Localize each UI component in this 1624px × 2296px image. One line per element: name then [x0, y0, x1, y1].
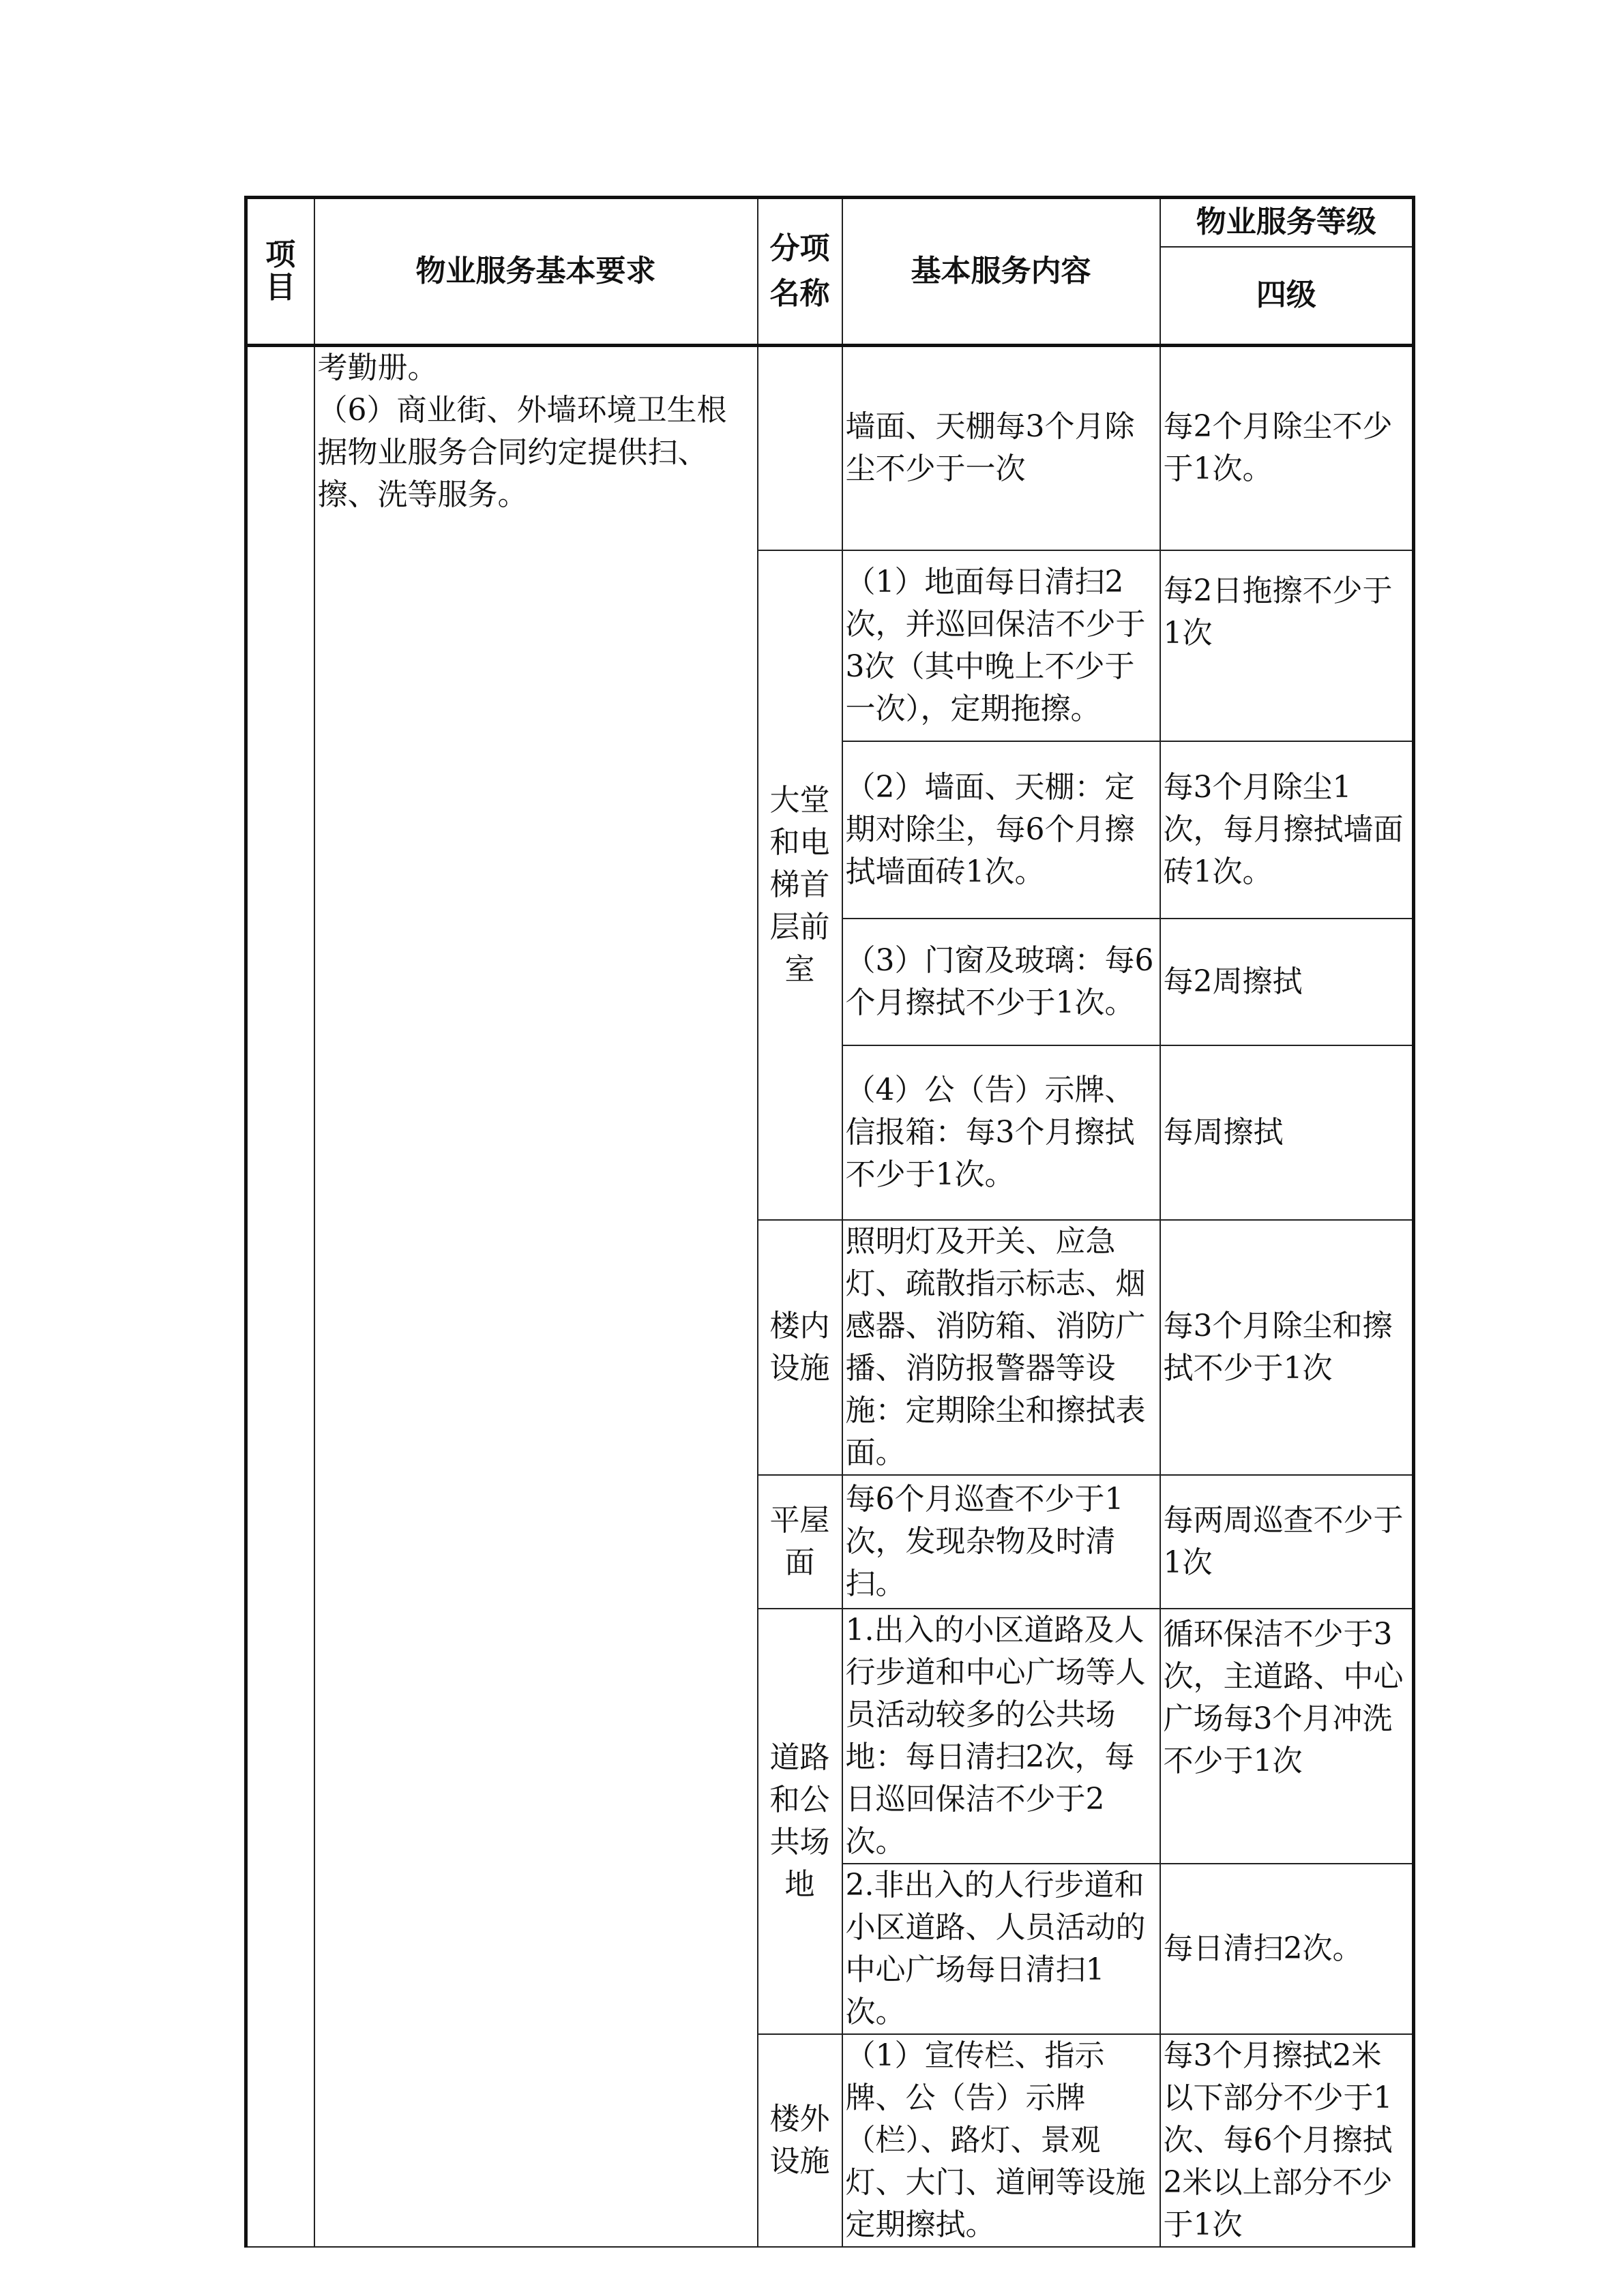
table-row: [246, 346, 1414, 550]
content-cell: （1）宣传栏、指示牌、公（告）示牌（栏）、路灯、景观灯、大门、道闸等设施定期擦拭。: [842, 2034, 1160, 2247]
content-cell: （4）公（告）示牌、信报箱：每3个月擦拭不少于1次。: [842, 1045, 1160, 1220]
header-level-group: 物业服务等级: [1160, 198, 1414, 247]
requirement-cell: [314, 346, 758, 2247]
content-cell: （2）墙面、天棚：定期对除尘，每6个月擦拭墙面砖1次。: [842, 741, 1160, 919]
header-row-top: [246, 198, 1414, 247]
sub-name-cell: 大堂 和电 梯首 层前 室: [758, 550, 842, 1220]
level-cell: 每周擦拭: [1160, 1045, 1414, 1220]
sub-name-cell: 道路 和公 共场 地: [758, 1609, 842, 2034]
requirement-line: 考勤册。: [317, 351, 438, 385]
content-cell: 照明灯及开关、应急灯、疏散指示标志、烟感器、消防箱、消防广播、消防报警器等设施：定期除尘和擦拭表面。: [842, 1220, 1160, 1475]
item-cell: [246, 346, 314, 2247]
sub-name-cell: 楼内 设施: [758, 1220, 842, 1475]
level-cell: 每2周擦拭: [1160, 919, 1414, 1045]
sub-name-cell: [758, 346, 842, 550]
header-content: 基本服务内容: [842, 198, 1160, 346]
sub-name-cell: 平屋 面: [758, 1475, 842, 1609]
header-requirement: 物业服务基本要求: [314, 198, 758, 346]
content-cell: 墙面、天棚每3个月除尘不少于一次: [842, 346, 1160, 550]
service-standard-table: [244, 196, 1415, 2248]
level-cell: 循环保洁不少于3次，主道路、中心广场每3个月冲洗不少于1次: [1160, 1609, 1414, 1864]
header-sub-name: 分项 名称: [758, 198, 842, 346]
requirement-line: （6）商业街、外墙环境卫生根据物业服务合同约定提供扫、擦、洗等服务。: [317, 393, 727, 512]
service-standard-table-container: [244, 196, 1415, 2248]
content-cell: 每6个月巡查不少于1次，发现杂物及时清扫。: [842, 1475, 1160, 1609]
level-cell: 每3个月除尘和擦拭不少于1次: [1160, 1220, 1414, 1475]
header-level: 四级: [1160, 247, 1414, 346]
header-item: 项 目: [246, 198, 314, 346]
level-cell: 每3个月除尘1次，每月擦拭墙面砖1次。: [1160, 741, 1414, 919]
content-cell: 1.出入的小区道路及人行步道和中心广场等人员活动较多的公共场地：每日清扫2次，每日巡回保洁不少于2次。: [842, 1609, 1160, 1864]
level-cell: 每3个月擦拭2米以下部分不少于1次、每6个月擦拭2米以上部分不少于1次: [1160, 2034, 1414, 2247]
level-cell: 每2日拖擦不少于1次: [1160, 550, 1414, 741]
level-cell: 每两周巡查不少于1次: [1160, 1475, 1414, 1609]
content-cell: （1）地面每日清扫2次，并巡回保洁不少于3次（其中晚上不少于一次），定期拖擦。: [842, 550, 1160, 741]
sub-name-cell: 楼外 设施: [758, 2034, 842, 2247]
content-cell: （3）门窗及玻璃：每6个月擦拭不少于1次。: [842, 919, 1160, 1045]
level-cell: 每日清扫2次。: [1160, 1864, 1414, 2034]
content-cell: 2.非出入的人行步道和小区道路、人员活动的中心广场每日清扫1次。: [842, 1864, 1160, 2034]
level-cell: 每2个月除尘不少于1次。: [1160, 346, 1414, 550]
